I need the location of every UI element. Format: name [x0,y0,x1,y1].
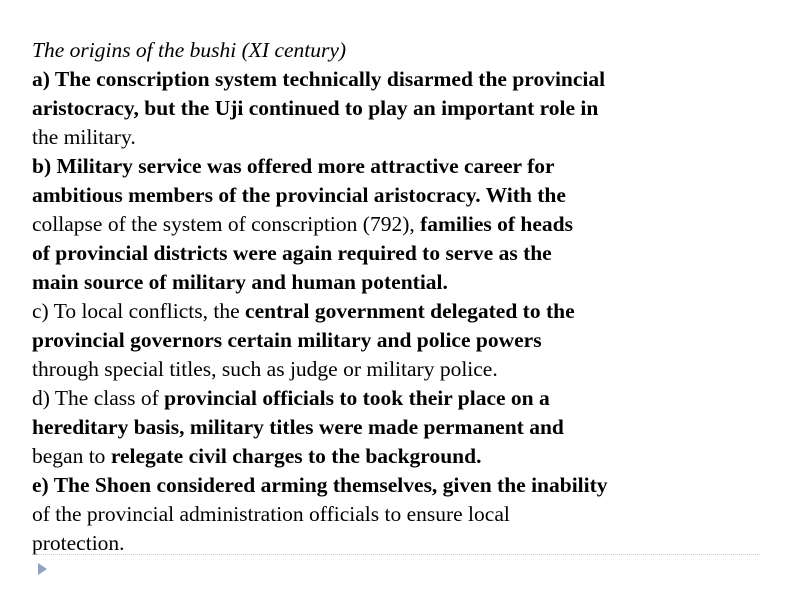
bold-text-segment: families of heads [420,212,573,236]
footer-divider [32,554,760,555]
text-line [32,268,762,297]
text-line [32,239,762,268]
text-segment: collapse of the system of conscription (792), [32,212,421,236]
text-segment: protection. [32,531,125,555]
bold-text-segment: aristocracy, but the Uji continued to play an important role in [32,96,599,120]
bold-text-segment: provincial officials to took their place on a [164,386,550,410]
text-line [32,471,762,500]
bold-text-segment: provincial governors certain military and police powers [32,328,542,352]
text-line [32,413,762,442]
text-line [32,123,762,152]
text-segment: through special titles, such as judge or military police. [32,357,498,381]
text-segment: of the provincial administration officials to ensure local [32,502,510,526]
slide-body [32,65,762,558]
triangle-bullet-icon [38,563,47,575]
bold-text-segment: a) The conscription system technically disarmed the provincial [32,67,606,91]
text-line [32,94,762,123]
text-line [32,355,762,384]
text-line [32,442,762,471]
text-line [32,210,762,239]
bold-text-segment: relegate civil charges to the background. [110,444,482,468]
text-line [32,384,762,413]
bold-text-segment: b) Military service was offered more attractive career for [32,154,555,178]
text-line [32,152,762,181]
text-line [32,500,762,529]
slide-title: The origins of the bushi (XI century) [32,38,347,62]
text-line [32,181,762,210]
text-line [32,65,762,94]
text-line [32,297,762,326]
bold-text-segment: ambitious members of the provincial aristocracy. With the [32,183,566,207]
bold-text-segment: main source of military and human potential. [32,270,448,294]
text-segment: the military. [32,125,136,149]
text-segment: d) The class of [32,386,165,410]
text-line [32,326,762,355]
bold-text-segment: of provincial districts were again required to serve as the [32,241,552,265]
bold-text-segment: central government delegated to the [245,299,575,323]
slide-text-block [32,36,762,558]
bold-text-segment: hereditary basis, military titles were made permanent and [32,415,564,439]
text-segment: c) To local conflicts, the [32,299,246,323]
bold-text-segment: e) The Shoen considered arming themselves, given the inability [32,473,608,497]
text-segment: began to [32,444,111,468]
